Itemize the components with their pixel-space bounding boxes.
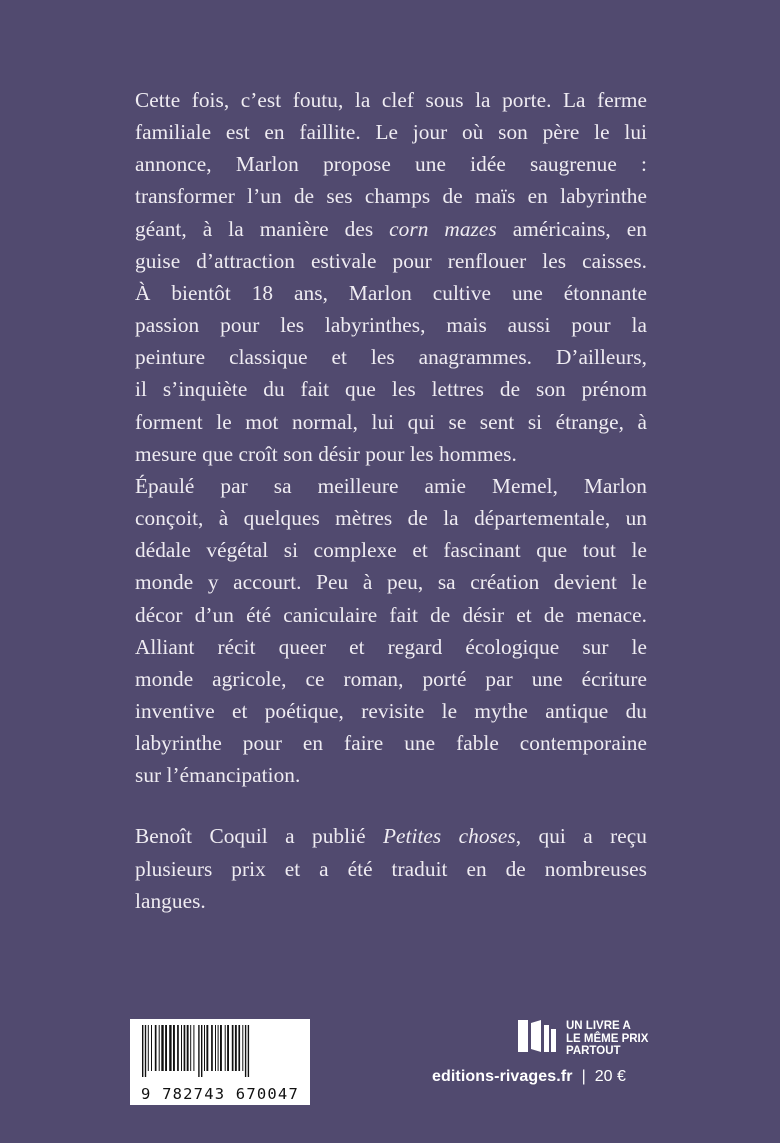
italic-book-title: Petites choses <box>382 824 516 849</box>
text-line: mesure que croît son désir pour les hommes. <box>135 441 517 466</box>
barcode-bar <box>242 1025 243 1071</box>
text-line: conçoit, à quelques mètres de la départementale, un <box>135 506 647 531</box>
barcode-bar <box>245 1025 246 1077</box>
barcode-bar <box>187 1025 189 1071</box>
text-line: À bientôt 18 ans, Marlon cultive une étonnante <box>135 280 647 305</box>
barcode-bar <box>211 1025 213 1071</box>
text-segment: Benoît Coquil a publié <box>135 824 383 849</box>
barcode-bar <box>159 1025 160 1071</box>
text-line: sur l’émancipation. <box>135 763 301 788</box>
book-price: 20 € <box>594 1068 626 1085</box>
barcode-bar <box>227 1025 229 1071</box>
barcode-bar <box>235 1025 237 1071</box>
text-line: inventive et poétique, revisite le mythe antique du <box>135 698 647 723</box>
text-line: forment le mot normal, lui qui se sent si étrange, à <box>135 409 647 434</box>
blurb-paragraph-1 <box>135 84 647 470</box>
barcode-bar <box>218 1025 219 1071</box>
isbn-number: 9 782743 670047 <box>141 1085 299 1103</box>
paragraph-gap <box>135 791 647 820</box>
barcode-bar <box>193 1025 194 1071</box>
text-segment: géant, à la manière des <box>135 216 390 241</box>
text-line: monde y accourt. Peu à peu, sa création devient le <box>135 570 647 595</box>
text-line: Épaulé par sa meilleure amie Memel, Marlon <box>135 473 647 498</box>
rivages-book-logo-icon <box>517 1019 557 1053</box>
barcode-bar <box>190 1025 191 1071</box>
text-line: décor d’un été caniculaire fait de désir et de menace. <box>135 602 647 627</box>
barcode-bar <box>220 1025 222 1071</box>
text-segment: américains, en <box>496 216 648 241</box>
barcode-bar <box>206 1025 208 1071</box>
text-line: Cette fois, c’est foutu, la clef sous la porte. La ferme <box>135 88 647 112</box>
blurb-text <box>135 84 647 917</box>
barcode-bar <box>155 1025 157 1071</box>
barcode-bar <box>238 1025 240 1071</box>
publisher-website: editions-rivages.fr <box>432 1068 573 1085</box>
barcode-bar <box>161 1025 163 1071</box>
text-line: labyrinthe pour en faire une fable contemporaine <box>135 731 647 756</box>
barcode-bar <box>151 1025 152 1071</box>
text-line <box>135 213 647 245</box>
barcode-bar <box>232 1025 234 1071</box>
author-note <box>135 820 647 916</box>
separator: | <box>581 1068 586 1085</box>
barcode-bar <box>198 1025 199 1077</box>
text-line: monde agricole, ce roman, porté par une écriture <box>135 666 647 691</box>
publisher-footer <box>432 1068 626 1086</box>
barcode-bar <box>248 1025 249 1077</box>
barcode-bar <box>165 1025 167 1071</box>
slogan-line: PARTOUT <box>566 1045 621 1057</box>
text-line: langues. <box>135 888 206 913</box>
text-line <box>135 820 647 852</box>
barcode-bar <box>225 1025 226 1071</box>
barcode-bar <box>204 1025 205 1071</box>
barcode-bar <box>201 1025 202 1077</box>
text-line: Alliant récit queer et regard écologique sur le <box>135 634 647 659</box>
text-line: passion pour les labyrinthes, mais aussi pour la <box>135 313 647 338</box>
price-slogan <box>566 1020 648 1058</box>
text-line: transformer l’un de ses champs de maïs en labyrinthe <box>135 184 647 209</box>
text-line: peinture classique et les anagrammes. D’ailleurs, <box>135 345 647 370</box>
barcode-bar <box>181 1025 182 1071</box>
slogan-line: UN LIVRE A <box>566 1020 631 1032</box>
barcode-bar <box>184 1025 186 1071</box>
barcode-bars <box>140 1025 300 1077</box>
barcode-bar <box>173 1025 175 1071</box>
blurb-paragraph-2 <box>135 470 647 792</box>
slogan-line: LE MÊME PRIX <box>566 1032 649 1045</box>
barcode-bar <box>142 1025 143 1077</box>
barcode-bar <box>215 1025 216 1071</box>
barcode-bar <box>177 1025 179 1071</box>
barcode-bar <box>148 1025 149 1071</box>
text-line: plusieurs prix et a été traduit en de nombreuses <box>135 856 647 881</box>
text-line: guise d’attraction estivale pour renflouer les caisses. <box>135 248 647 273</box>
text-segment: , qui a reçu <box>515 824 647 849</box>
text-line: il s’inquiète du fait que les lettres de son prénom <box>135 377 647 402</box>
text-line: familiale est en faillite. Le jour où son père le lui <box>135 120 647 145</box>
barcode-bar <box>169 1025 171 1071</box>
isbn-barcode <box>130 1019 310 1105</box>
barcode-bar <box>145 1025 146 1077</box>
text-line: annonce, Marlon propose une idée saugrenue : <box>135 152 647 177</box>
text-line: dédale végétal si complexe et fascinant que tout le <box>135 538 647 563</box>
italic-term-corn-mazes: corn mazes <box>389 216 497 241</box>
